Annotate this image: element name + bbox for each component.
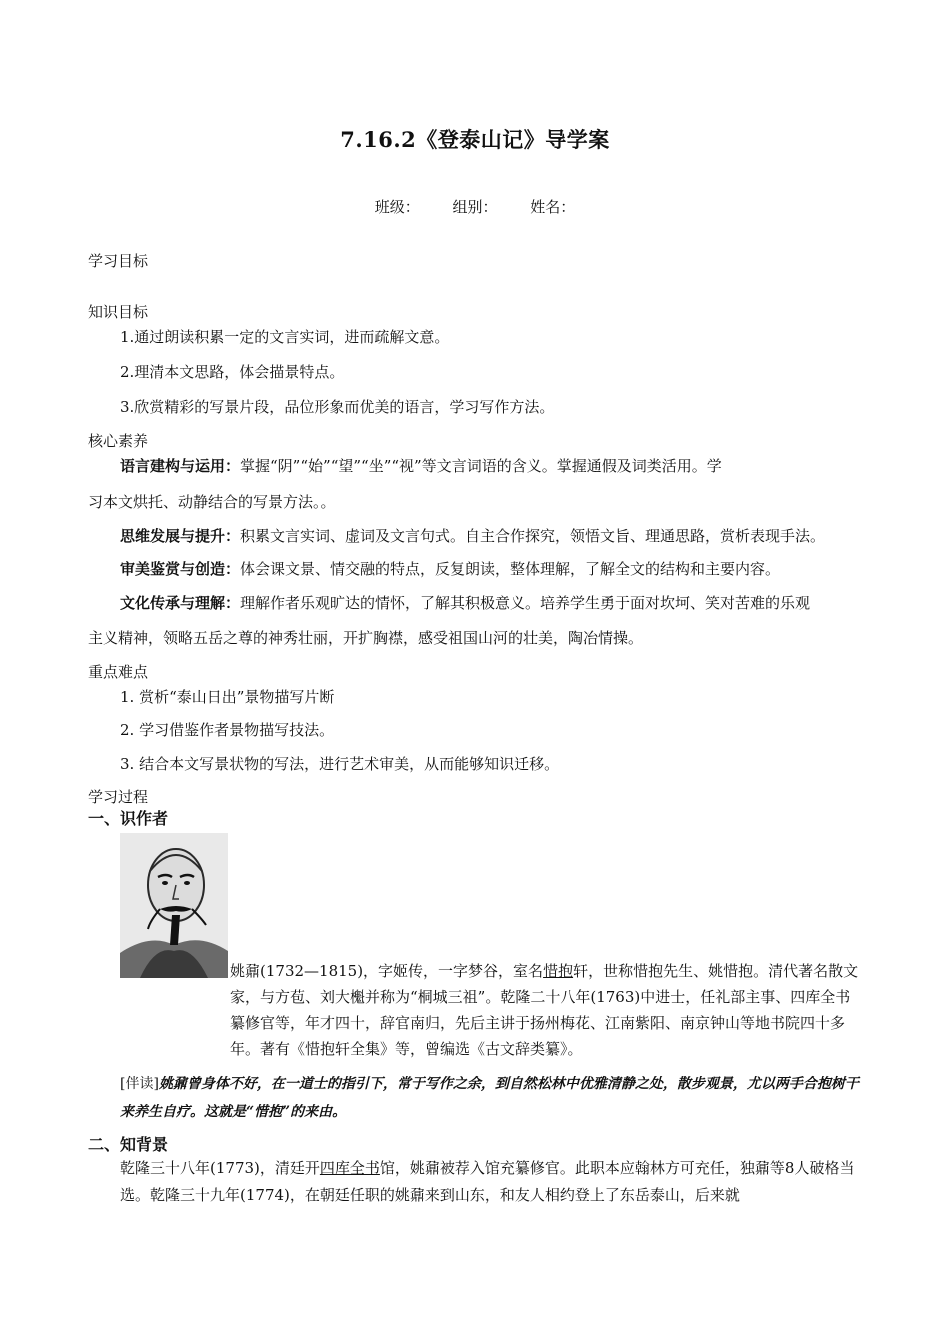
section2-heading: 二、知背景 [88, 1135, 169, 1154]
keypoint-item: 1. 赏析“泰山日出”景物描写片断 [120, 688, 335, 706]
section1-heading: 一、识作者 [88, 809, 169, 828]
core-item-language [88, 455, 862, 476]
core-item-continuation: 习本文烘托、动静结合的写景方法。。 [88, 493, 336, 511]
background-underlined: 四库全书 [319, 1159, 380, 1177]
core-item-text: 掌握“阴”“始”“望”“坐”“视”等文言词语的含义。掌握通假及词类活用。学 [240, 457, 722, 475]
keypoint-item: 2. 学习借鉴作者景物描写技法。 [120, 721, 335, 739]
keypoints-heading: 重点难点 [88, 663, 149, 681]
author-portrait-icon [120, 833, 228, 978]
core-item-label: 语言建构与运用： [120, 457, 241, 475]
core-item-aesthetic [88, 558, 862, 579]
page-title: 7.16.2《登泰山记》导学案 [340, 127, 610, 152]
group-label: 组别： [452, 198, 498, 216]
background-text: 馆，姚鼐被荐入馆充纂修官。此职本应翰林方可充任，独鼐等8人破格当选。乾隆三十九年(1774)，在朝廷任职的姚鼐来到山东，和友人相约登上了东岳泰山，后来就 [120, 1159, 855, 1204]
core-item-text: 理解作者乐观旷达的情怀，了解其积极意义。培养学生勇于面对坎坷、笑对苦难的乐观 [240, 594, 811, 612]
name-label: 姓名： [530, 198, 576, 216]
class-info-line [0, 196, 950, 217]
core-item-thinking [88, 525, 862, 546]
author-intro-text: 姚鼐(1732—1815)，字姬传，一字梦谷，室名 [230, 962, 544, 980]
background-paragraph [88, 1155, 862, 1209]
core-item-text: 积累文言实词、虚词及文言句式。自主合作探究，领悟文旨、理通思路，赏析表现手法。 [240, 527, 826, 545]
core-item-label: 文化传承与理解： [120, 594, 241, 612]
knowledge-heading: 知识目标 [88, 303, 149, 321]
knowledge-item: 3.欣赏精彩的写景片段，品位形象而优美的语言，学习写作方法。 [120, 398, 555, 416]
reading-note-text: 姚鼐曾身体不好，在一道士的指引下，常于写作之余，到自然松林中优雅清静之处，散步观景，尤以两手合抱树干来养生自疗。这就是“惜抱”的来由。 [120, 1076, 859, 1120]
knowledge-item: 1.通过朗读积累一定的文言实词，进而疏解文意。 [120, 328, 450, 346]
reading-note [88, 1070, 862, 1126]
core-item-culture [88, 592, 862, 613]
author-intro-text: 轩，世称惜抱先生、姚惜抱。清代著名散文家，与方苞、刘大櫆并称为“桐城三祖”。乾隆二十八年(1763)中进士，任礼部主事、四库全书纂修官等，年才四十，辞官南归，先后主讲于扬州梅花、江南紫阳、南京钟山等地书院四十多年。著有《惜抱轩全集》等，曾编选《古文辞类纂》。 [230, 962, 859, 1058]
class-label: 班级： [374, 198, 420, 216]
section-goals-heading: 学习目标 [88, 252, 149, 270]
core-item-continuation: 主义精神，领略五岳之尊的神秀壮丽，开扩胸襟，感受祖国山河的壮美，陶冶情操。 [88, 629, 644, 647]
core-item-text: 体会课文景、情交融的特点，反复朗读，整体理解，了解全文的结构和主要内容。 [240, 560, 781, 578]
author-intro-paragraph [88, 958, 862, 1062]
author-intro-underlined: 惜抱 [543, 962, 574, 980]
core-heading: 核心素养 [88, 432, 149, 450]
core-item-label: 思维发展与提升： [120, 527, 241, 545]
reading-note-label: [伴读] [120, 1076, 159, 1092]
knowledge-item: 2.理清本文思路，体会描景特点。 [120, 363, 345, 381]
process-heading: 学习过程 [88, 788, 149, 806]
keypoint-item: 3. 结合本文写景状物的写法，进行艺术审美，从而能够知识迁移。 [120, 755, 560, 773]
core-item-label: 审美鉴赏与创造： [120, 560, 241, 578]
background-text: 乾隆三十八年(1773)，清廷开 [120, 1159, 320, 1177]
